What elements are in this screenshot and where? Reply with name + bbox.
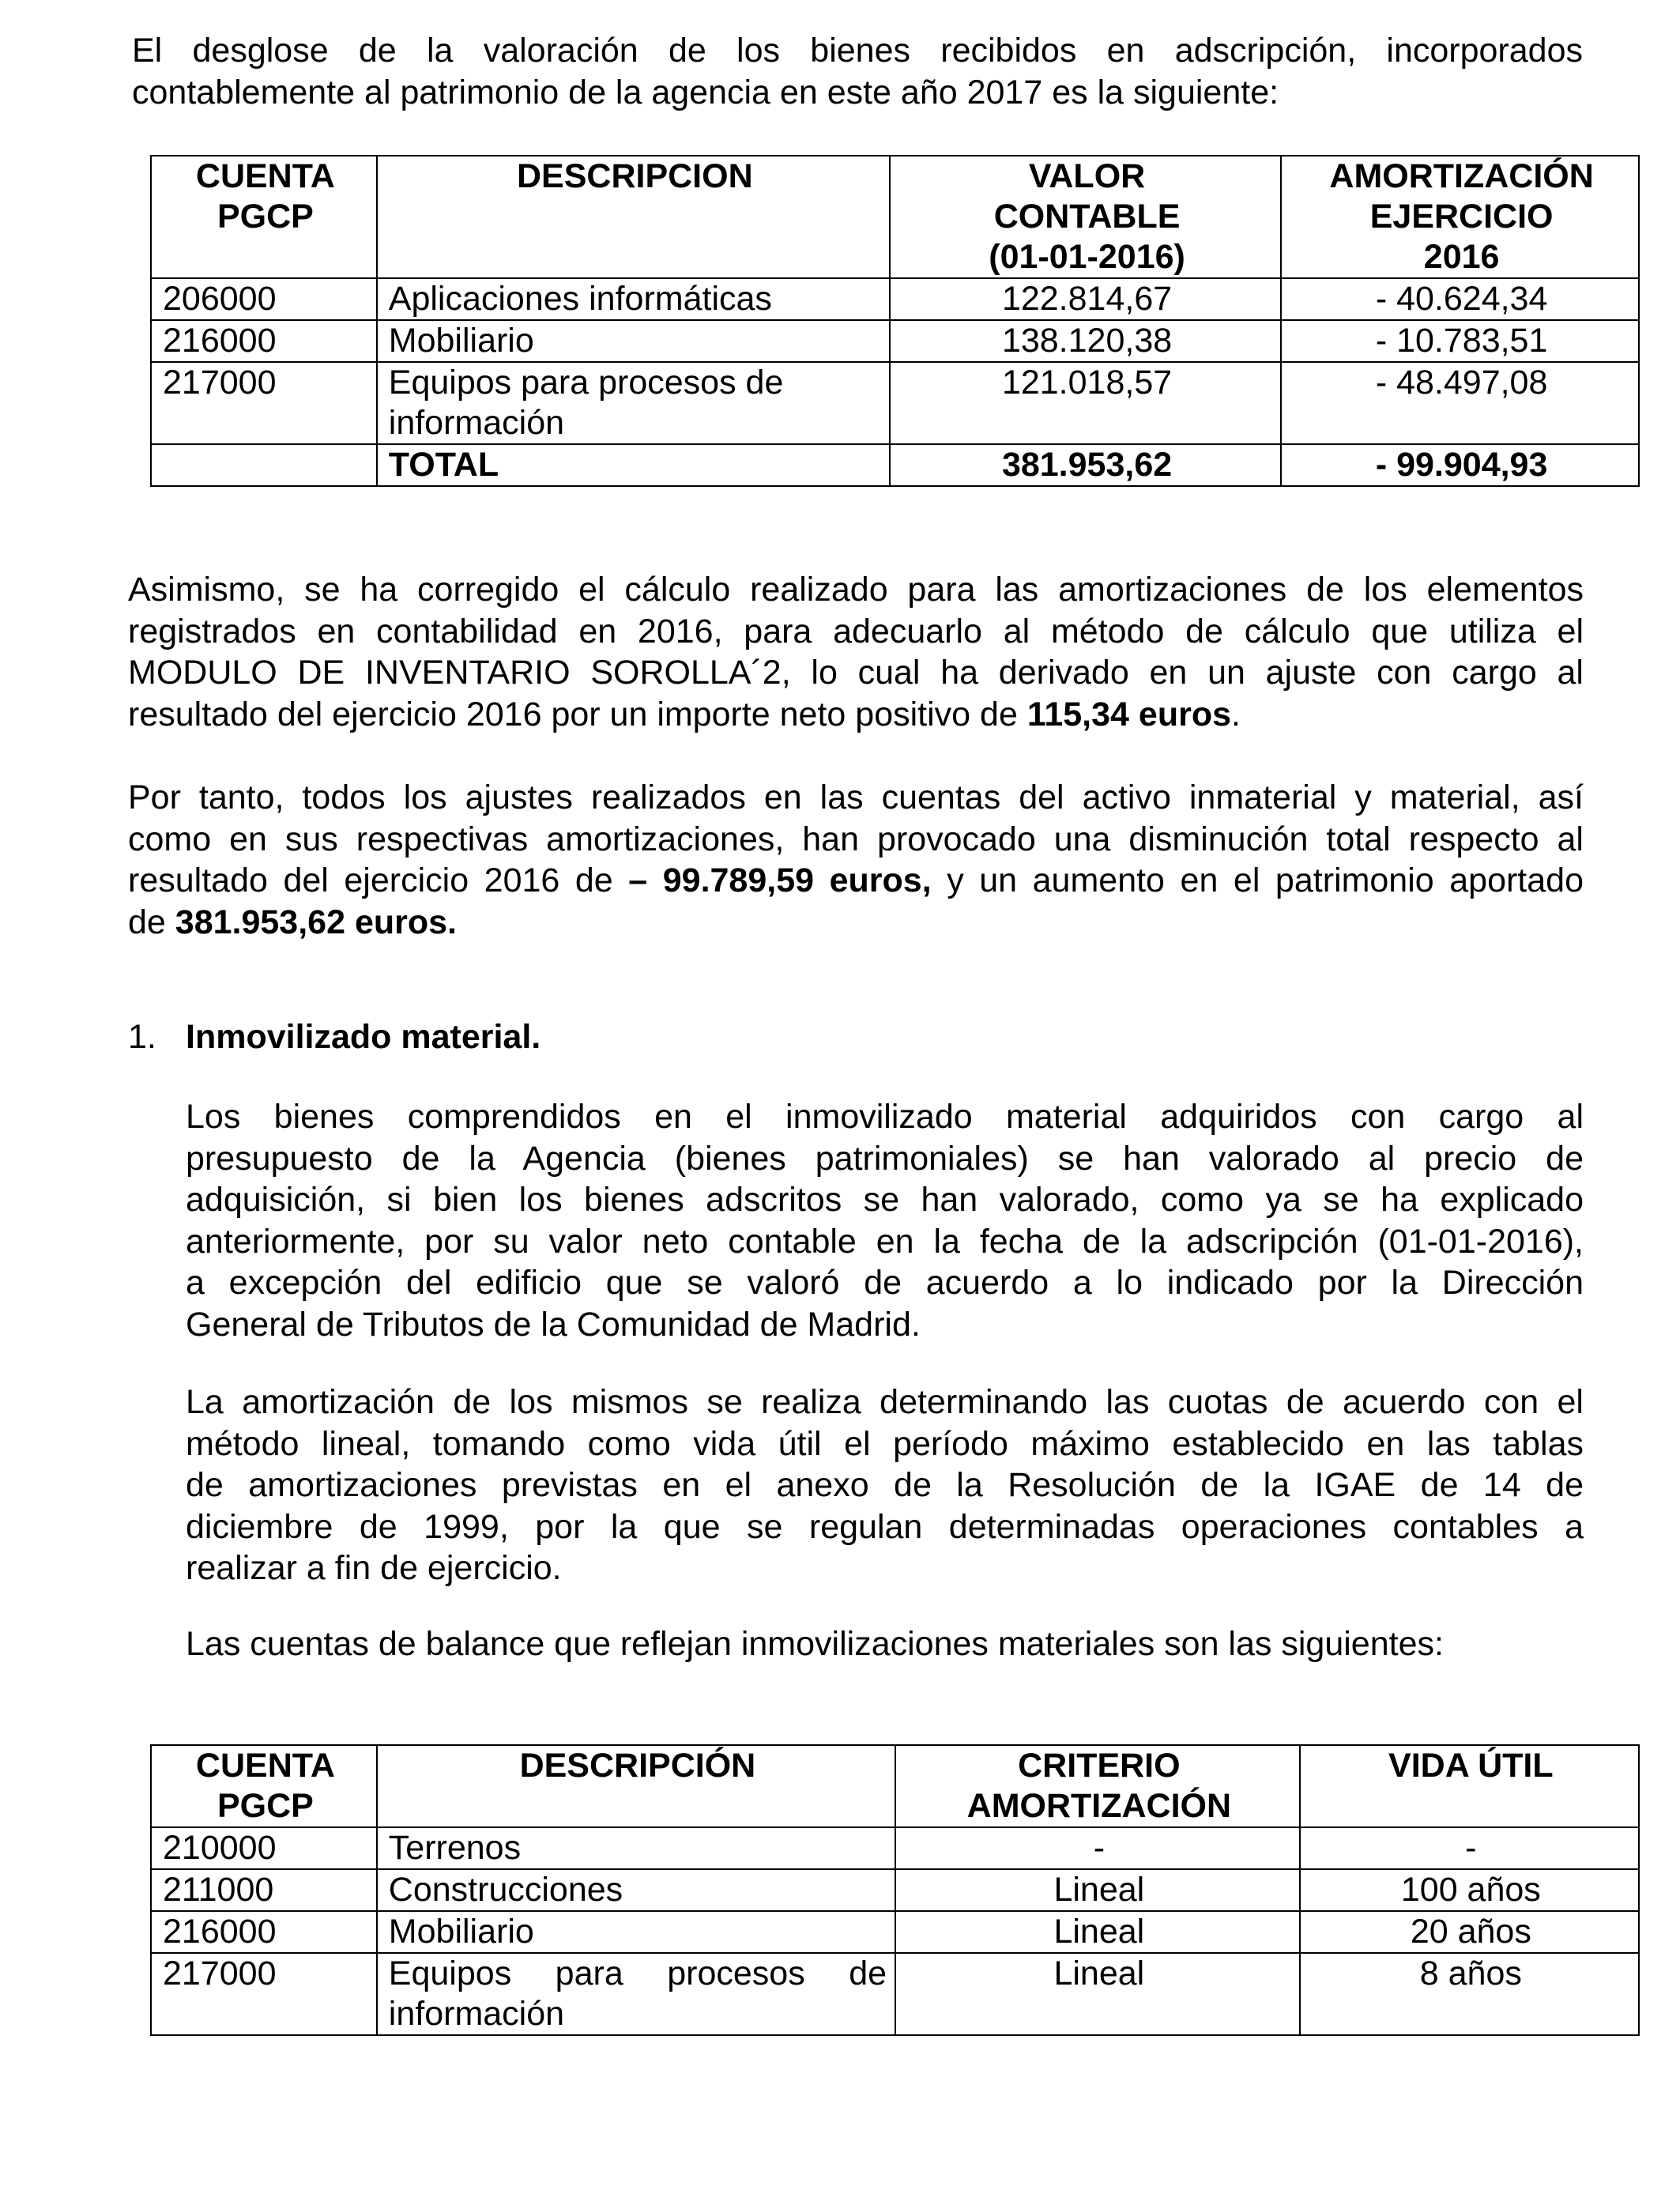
cell-amortizacion: - 40.624,34 [1281, 278, 1639, 320]
cell-cuenta: 206000 [151, 278, 377, 320]
header-cuenta [151, 156, 377, 278]
cell-text: Equipos para procesos de [388, 1955, 887, 1992]
text-line: método lineal, tomando como vida útil el período máximo establecido en las tablas [186, 1424, 1584, 1463]
intro-paragraph [132, 30, 1583, 113]
header-text: VIDA ÚTIL [1388, 1747, 1554, 1785]
header-text: DESCRIPCION [516, 157, 753, 195]
table-header-row [151, 156, 1639, 278]
cell-criterio: Lineal [895, 1911, 1300, 1953]
header-amortizacion [1281, 156, 1639, 278]
cell-valor: 121.018,57 [890, 362, 1281, 444]
bienes-paragraph [186, 1096, 1584, 1345]
header-descripcion [377, 156, 890, 278]
text-line: adquisición, si bien los bienes adscritos se han valorado, como ya se ha explicado [186, 1181, 1584, 1219]
text-line: contablemente al patrimonio de la agencia en este año 2017 es la siguiente: [132, 73, 1279, 111]
text-segment: de [128, 903, 175, 941]
section-heading [128, 1016, 541, 1057]
text-line: de amortizaciones previstas en el anexo de la Resolución de la IGAE de 14 de [186, 1466, 1584, 1504]
text-line [128, 694, 1584, 736]
total-label: TOTAL [377, 444, 890, 486]
text-line: registrados en contabilidad en 2016, para adecuarlo al método de cálculo que utiliza el [128, 612, 1584, 650]
table-row [151, 1911, 1639, 1953]
header-text: 2016 [1423, 238, 1500, 276]
text-line: realizar a fin de ejercicio. [186, 1549, 562, 1587]
text-line: Por tanto, todos los ajustes realizados en las cuentas del activo inmaterial y material, así [128, 778, 1584, 816]
header-text: AMORTIZACIÓN [966, 1787, 1232, 1825]
cell-vida: 100 años [1300, 1869, 1639, 1911]
header-text: CRITERIO [1018, 1747, 1181, 1785]
cell-amortizacion: - 48.497,08 [1281, 362, 1639, 444]
cell-cuenta: 216000 [151, 1911, 377, 1953]
cell-cuenta: 217000 [151, 362, 377, 444]
header-text: CONTABLE [993, 198, 1181, 236]
cell-cuenta: 216000 [151, 320, 377, 362]
text-line: diciembre de 1999, por la que se regulan determinadas operaciones contables a [186, 1507, 1584, 1546]
header-text: DESCRIPCIÓN [519, 1747, 756, 1785]
cell-empty [151, 444, 377, 486]
cell-cuenta: 217000 [151, 1953, 377, 2035]
amount-highlight: – 99.789,59 euros, [628, 861, 932, 899]
header-text: AMORTIZACIÓN [1329, 157, 1594, 195]
cell-descripcion: Mobiliario [377, 320, 890, 362]
header-criterio [895, 1745, 1300, 1827]
text-segment: resultado del ejercicio 2016 por un importe neto positivo de [128, 695, 1027, 733]
cell-descripcion: Terrenos [377, 1827, 895, 1869]
bienes-adscripcion-table [150, 155, 1640, 487]
cell-amortizacion: - 10.783,51 [1281, 320, 1639, 362]
cell-descripcion: Mobiliario [377, 1911, 895, 1953]
cell-descripcion [377, 1953, 895, 2035]
cell-text: información [388, 1995, 565, 2033]
portanto-paragraph [128, 777, 1584, 943]
header-text: VALOR [1028, 157, 1146, 195]
text-line: El desglose de la valoración de los bienes recibidos en adscripción, incorporados [132, 32, 1583, 70]
cell-descripcion: Aplicaciones informáticas [377, 278, 890, 320]
amount-highlight: 381.953,62 euros. [175, 903, 457, 941]
asimismo-paragraph [128, 569, 1584, 735]
header-text: CUENTA [195, 1747, 335, 1785]
table-row [151, 362, 1639, 444]
cell-valor: 138.120,38 [890, 320, 1281, 362]
amount-highlight: 115,34 euros [1026, 695, 1232, 733]
text-line: Asimismo, se ha corregido el cálculo realizado para las amortizaciones de los elementos [128, 571, 1584, 609]
text-line: como en sus respectivas amortizaciones, han provocado una disminución total respecto al [128, 820, 1584, 858]
table-row [151, 1869, 1639, 1911]
cell-cuenta: 210000 [151, 1827, 377, 1869]
text-line: MODULO DE INVENTARIO SOROLLA´2, lo cual ha derivado en un ajuste con cargo al [128, 654, 1584, 692]
header-text: (01-01-2016) [989, 238, 1185, 276]
table-row [151, 1953, 1639, 2035]
section-title: Inmovilizado material. [186, 1018, 541, 1056]
text-line: presupuesto de la Agencia (bienes patrimoniales) se han valorado al precio de [186, 1139, 1584, 1178]
cell-criterio: - [895, 1827, 1300, 1869]
cell-cuenta: 211000 [151, 1869, 377, 1911]
header-text: PGCP [217, 1787, 314, 1825]
cell-valor: 122.814,67 [890, 278, 1281, 320]
cell-descripcion [377, 362, 890, 444]
text-line [128, 902, 1584, 944]
text-segment: . [1231, 695, 1241, 733]
cell-descripcion: Construcciones [377, 1869, 895, 1911]
table-row [151, 320, 1639, 362]
text-segment: y un aumento en el patrimonio aportado [931, 861, 1584, 899]
total-valor: 381.953,62 [890, 444, 1281, 486]
table-total-row [151, 444, 1639, 486]
cuentas-intro-paragraph [186, 1623, 1584, 1665]
text-line: General de Tributos de la Comunidad de Madrid. [186, 1305, 921, 1344]
header-text: EJERCICIO [1369, 198, 1554, 236]
text-segment: resultado del ejercicio 2016 de [128, 861, 629, 899]
cell-vida: 8 años [1300, 1953, 1639, 2035]
text-line: a excepción del edificio que se valoró de acuerdo a lo indicado por la Dirección [186, 1264, 1584, 1302]
cell-vida: 20 años [1300, 1911, 1639, 1953]
text-line: Las cuentas de balance que reflejan inmovilizaciones materiales son las siguientes: [186, 1625, 1444, 1663]
text-line: La amortización de los mismos se realiza determinando las cuotas de acuerdo con el [186, 1383, 1584, 1421]
total-amortizacion: - 99.904,93 [1281, 444, 1639, 486]
text-line: anteriormente, por su valor neto contable en la fecha de la adscripción (01-01-2016), [186, 1222, 1584, 1261]
header-vida-util [1300, 1745, 1639, 1827]
table-header-row [151, 1745, 1639, 1827]
cell-vida: - [1300, 1827, 1639, 1869]
table-row [151, 1827, 1639, 1869]
header-text: PGCP [217, 198, 314, 236]
header-descripcion [377, 1745, 895, 1827]
header-cuenta [151, 1745, 377, 1827]
section-number: 1. [128, 1018, 156, 1056]
cell-text: Equipos para procesos de [388, 364, 784, 401]
cell-criterio: Lineal [895, 1953, 1300, 2035]
inmovilizado-material-table [150, 1744, 1640, 2036]
amortizacion-paragraph [186, 1382, 1584, 1589]
cell-text: información [388, 404, 565, 442]
text-line: Los bienes comprendidos en el inmovilizado material adquiridos con cargo al [186, 1098, 1584, 1136]
cell-criterio: Lineal [895, 1869, 1300, 1911]
header-valor [890, 156, 1281, 278]
table-row [151, 278, 1639, 320]
header-text: CUENTA [195, 157, 335, 195]
text-line [128, 860, 1584, 902]
